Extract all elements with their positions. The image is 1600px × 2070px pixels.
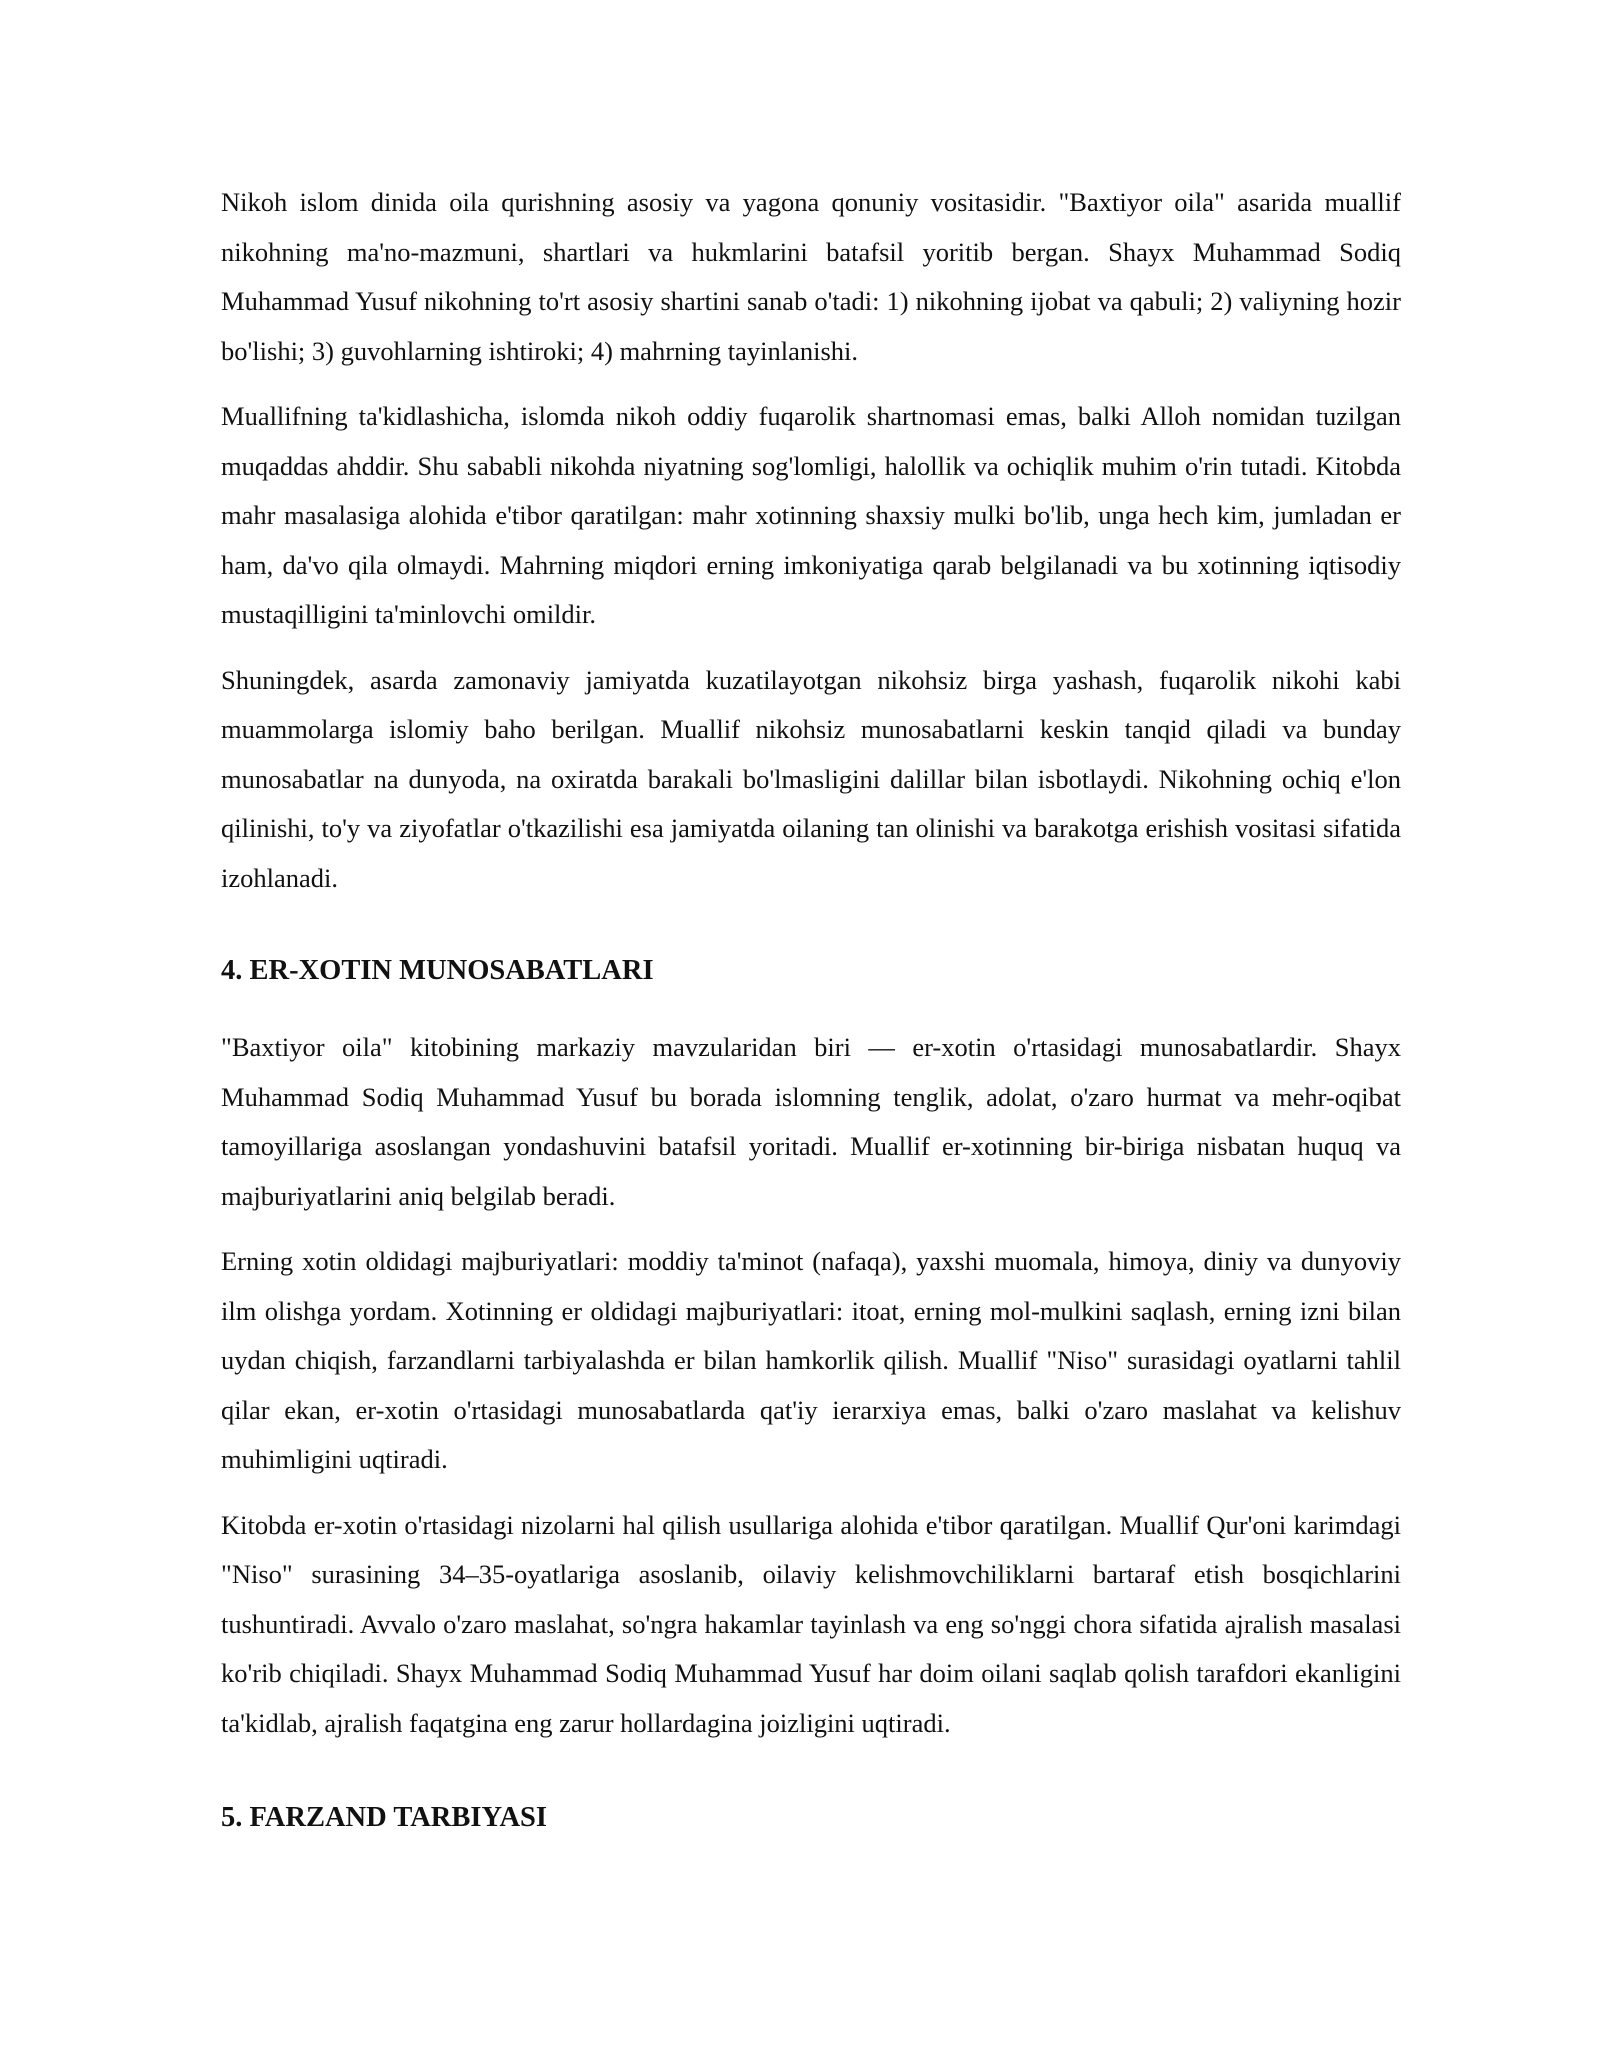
paragraph-nizolar: Kitobda er-xotin o'rtasidagi nizolarni hal qilish usullariga alohida e'tibor qaratilgan. Muallif Qur'oni karimdagi "Niso" surasining 34–35-oyatlariga asoslanib, oilaviy kelishmovchiliklarni bartaraf etish bosqichlarini tushuntiradi. Avvalo o'zaro maslahat, so'ngra hakamlar tayinlash va eng so'nggi chora sifatida ajralish masalasi ko'rib chiqiladi. Shayx Muhammad Sodiq Muhammad Yusuf har doim oilani saqlab qolish tarafdori ekanligini ta'kidlab, ajralish faqatgina eng zarur hollardagina joizligini uqtiradi.: [221, 1509, 1401, 1738]
section-heading-4: 4. ER-XOTIN MUNOSABATLARI: [221, 955, 654, 986]
paragraph-er-xotin-intro: "Baxtiyor oila" kitobining markaziy mavzularidan biri — er-xotin o'rtasidagi munosabatlardir. Shayx Muhammad Sodiq Muhammad Yusuf bu borada islomning tenglik, adolat, o'zaro hurmat va mehr-oqibat tamoyillariga asoslangan yondashuvini batafsil yoritadi. Muallif er-xotinning bir-biriga nisbatan huquq va majburiyatlarini aniq belgilab beradi.: [221, 1032, 1401, 1211]
document-page: [221, 178, 1401, 1838]
paragraph-nikoh-intro: Nikoh islom dinida oila qurishning asosiy va yagona qonuniy vositasidir. "Baxtiyor oila" asarida muallif nikohning ma'no-mazmuni, shartlari va hukmlarini batafsil yoritib bergan. Shayx Muhammad Sodiq Muhammad Yusuf nikohning to'rt asosiy shartini sanab o'tadi: 1) nikohning ijobat va qabuli; 2) valiyning hozir bo'lishi; 3) guvohlarning ishtiroki; 4) mahrning tayinlanishi.: [221, 187, 1401, 366]
paragraph-majburiyatlar: Erning xotin oldidagi majburiyatlari: moddiy ta'minot (nafaqa), yaxshi muomala, himoya, diniy va dunyoviy ilm olishga yordam. Xotinning er oldidagi majburiyatlari: itoat, erning mol-mulkini saqlash, erning izni bilan uydan chiqish, farzandlarni tarbiyalashda er bilan hamkorlik qilish. Muallif "Niso" surasidagi oyatlarni tahlil qilar ekan, er-xotin o'rtasidagi munosabatlarda qat'iy ierarxiya emas, balki o'zaro maslahat va kelishuv muhimligini uqtiradi.: [221, 1246, 1401, 1474]
paragraph-nikohsiz: Shuningdek, asarda zamonaviy jamiyatda kuzatilayotgan nikohsiz birga yashash, fuqarolik nikohi kabi muammolarga islomiy baho berilgan. Muallif nikohsiz munosabatlarni keskin tanqid qiladi va bunday munosabatlar na dunyoda, na oxiratda barakali bo'lmasligini dalillar bilan isbotlaydi. Nikohning ochiq e'lon qilinishi, to'y va ziyofatlar o'tkazilishi esa jamiyatda oilaning tan olinishi va barakotga erishish vositasi sifatida izohlanadi.: [221, 664, 1401, 893]
paragraph-nikoh-ahd: Muallifning ta'kidlashicha, islomda nikoh oddiy fuqarolik shartnomasi emas, balki Alloh nomidan tuzilgan muqaddas ahddir. Shu sababli nikohda niyatning sog'lomligi, halollik va ochiqlik muhim o'rin tutadi. Kitobda mahr masalasiga alohida e'tibor qaratilgan: mahr xotinning shaxsiy mulki bo'lib, unga hech kim, jumladan er ham, da'vo qila olmaydi. Mahrning miqdori erning imkoniyatiga qarab belgilanadi va bu xotinning iqtisodiy mustaqilligini ta'minlovchi omildir.: [221, 401, 1401, 629]
section-heading-5: 5. FARZAND TARBIYASI: [221, 1802, 547, 1833]
